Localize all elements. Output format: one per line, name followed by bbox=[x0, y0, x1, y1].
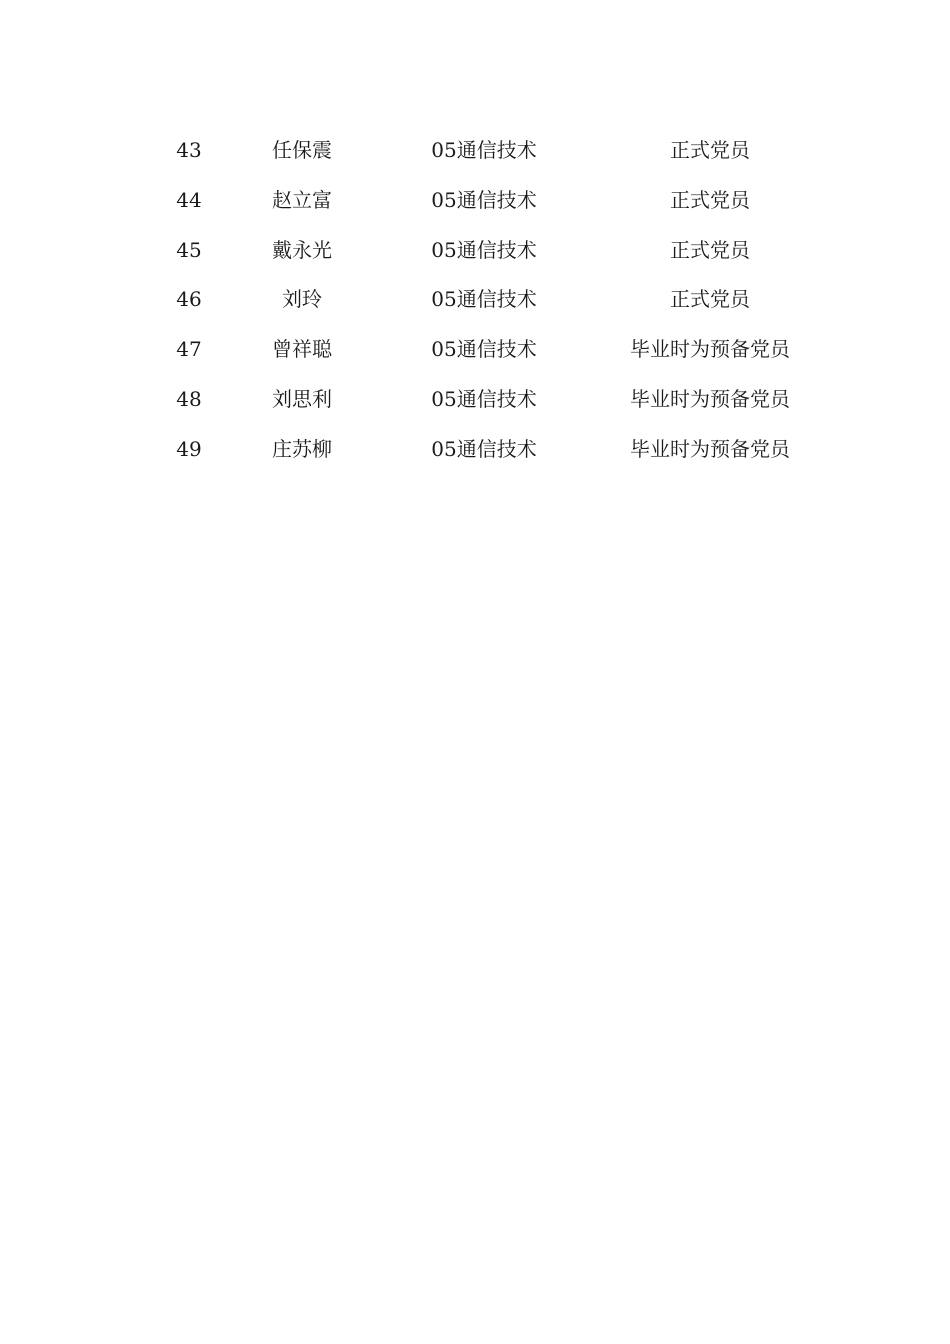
member-class: 05通信技术 bbox=[431, 138, 537, 162]
member-class: 05通信技术 bbox=[431, 237, 537, 262]
member-status: 正式党员 bbox=[670, 237, 750, 262]
member-roster-table bbox=[0, 126, 950, 475]
table-row bbox=[0, 176, 950, 226]
table-row bbox=[0, 226, 950, 276]
table-row bbox=[0, 375, 950, 425]
member-name: 庄苏柳 bbox=[272, 436, 332, 461]
member-status: 正式党员 bbox=[670, 187, 750, 212]
row-number: 44 bbox=[176, 187, 202, 212]
member-status: 正式党员 bbox=[670, 138, 750, 162]
row-number: 46 bbox=[176, 287, 202, 312]
member-name: 曾祥聪 bbox=[272, 337, 332, 362]
row-number: 49 bbox=[176, 436, 202, 461]
member-name: 刘思利 bbox=[272, 386, 332, 411]
row-number: 47 bbox=[176, 337, 202, 362]
member-class: 05通信技术 bbox=[431, 436, 537, 461]
table-row bbox=[0, 126, 950, 176]
member-name: 戴永光 bbox=[272, 237, 332, 262]
member-name: 赵立富 bbox=[272, 187, 332, 212]
member-class: 05通信技术 bbox=[431, 337, 537, 362]
member-name: 刘玲 bbox=[282, 287, 322, 312]
member-status: 毕业时为预备党员 bbox=[630, 337, 790, 362]
member-class: 05通信技术 bbox=[431, 287, 537, 312]
member-class: 05通信技术 bbox=[431, 187, 537, 212]
row-number: 43 bbox=[176, 138, 202, 162]
row-number: 48 bbox=[176, 386, 202, 411]
table-row bbox=[0, 325, 950, 375]
table-row bbox=[0, 425, 950, 475]
table-row bbox=[0, 275, 950, 325]
row-number: 45 bbox=[176, 237, 202, 262]
member-name: 任保震 bbox=[272, 138, 332, 162]
member-status: 正式党员 bbox=[670, 287, 750, 312]
member-status: 毕业时为预备党员 bbox=[630, 436, 790, 461]
member-class: 05通信技术 bbox=[431, 386, 537, 411]
member-status: 毕业时为预备党员 bbox=[630, 386, 790, 411]
